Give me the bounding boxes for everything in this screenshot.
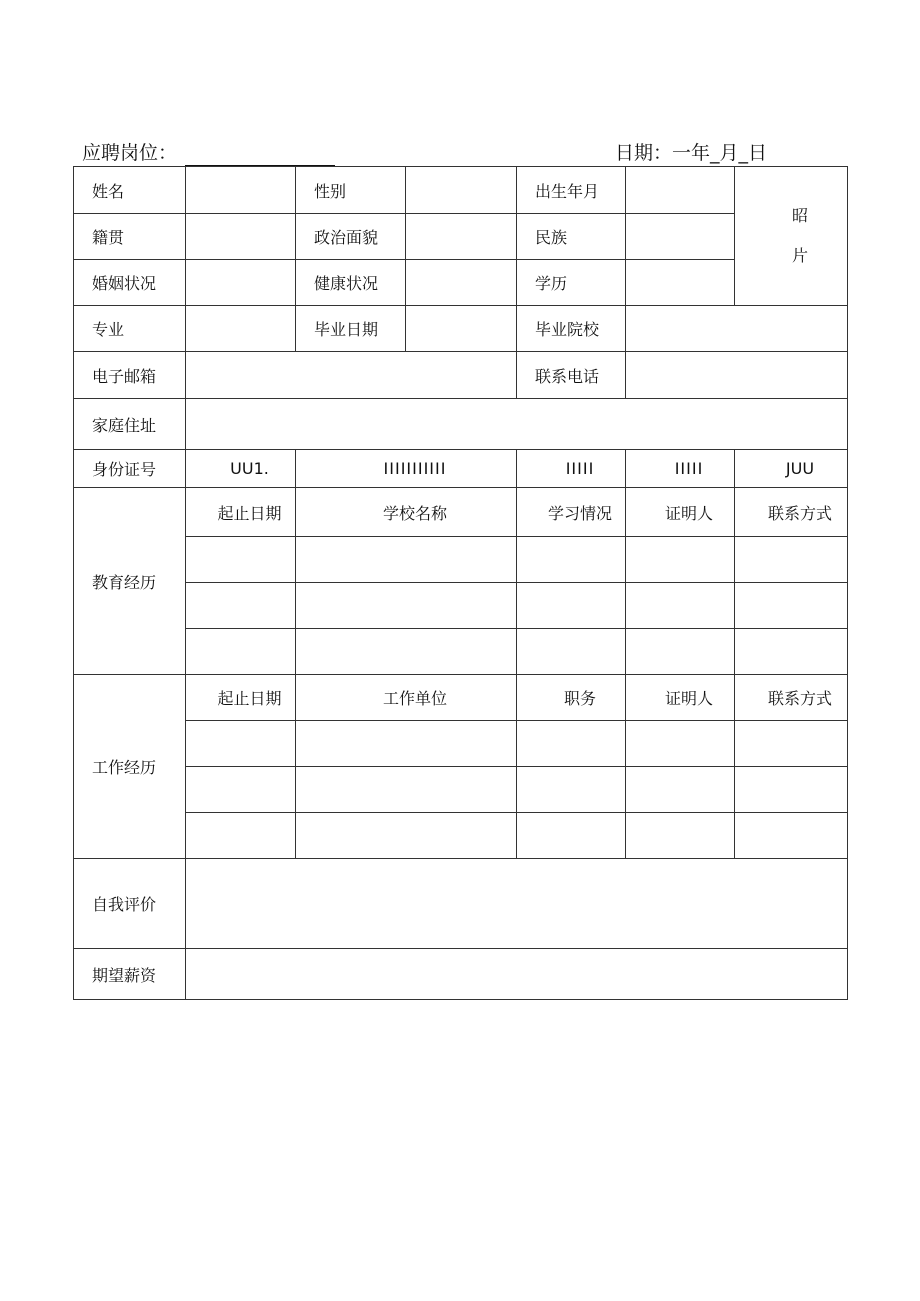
work-row-2-dates[interactable] [186,767,296,813]
edu-row-3-performance[interactable] [517,629,626,675]
id-cell-5[interactable]: JUU [735,450,848,488]
work-row-3-referee[interactable] [626,813,735,859]
phone-value[interactable] [626,352,848,399]
name-label: 姓名 [74,167,186,214]
work-row-3-position[interactable] [517,813,626,859]
expected-salary-value[interactable] [186,949,848,1000]
edu-header-contact: 联系方式 [735,488,848,537]
photo-label-line2: 片 [791,246,808,265]
birth-label: 出生年月 [517,167,626,214]
work-header-contact: 联系方式 [735,675,848,721]
edu-header-performance: 学习情况 [517,488,626,537]
self-evaluation-value[interactable] [186,859,848,949]
expected-salary-label: 期望薪资 [74,949,186,1000]
id-cell-1[interactable]: UU1. [186,450,296,488]
graduation-school-label: 毕业院校 [517,306,626,352]
education-history-label: 教育经历 [74,488,186,675]
work-row-2-employer[interactable] [296,767,517,813]
edu-row-1-performance[interactable] [517,537,626,583]
work-row-2-referee[interactable] [626,767,735,813]
name-value[interactable] [186,167,296,214]
id-cell-2[interactable]: IIIIIIIIIII [296,450,517,488]
position-label: 应聘岗位： [82,142,178,164]
application-form-table [73,166,848,1000]
edu-header-school: 学校名称 [296,488,517,537]
date-label: 日期：一年_月_日 [615,142,768,164]
work-header-dates: 起止日期 [186,675,296,721]
edu-row-2-performance[interactable] [517,583,626,629]
edu-row-3-dates[interactable] [186,629,296,675]
photo-label-line1: 昭 [791,206,808,225]
edu-row-2-contact[interactable] [735,583,848,629]
edu-row-3-referee[interactable] [626,629,735,675]
phone-label: 联系电话 [517,352,626,399]
work-row-2-contact[interactable] [735,767,848,813]
home-address-value[interactable] [186,399,848,450]
edu-header-dates: 起止日期 [186,488,296,537]
position-header [82,140,335,166]
edu-row-2-referee[interactable] [626,583,735,629]
graduation-date-value[interactable] [406,306,517,352]
education-value[interactable] [626,260,735,306]
edu-row-1-school[interactable] [296,537,517,583]
ethnicity-label: 民族 [517,214,626,260]
political-status-value[interactable] [406,214,517,260]
graduation-school-value[interactable] [626,306,848,352]
work-row-3-contact[interactable] [735,813,848,859]
work-row-1-employer[interactable] [296,721,517,767]
marital-status-value[interactable] [186,260,296,306]
id-cell-4[interactable]: IIIII [626,450,735,488]
work-row-3-dates[interactable] [186,813,296,859]
work-row-2-position[interactable] [517,767,626,813]
gender-label: 性别 [296,167,406,214]
gender-value[interactable] [406,167,517,214]
major-label: 专业 [74,306,186,352]
work-row-1-referee[interactable] [626,721,735,767]
work-header-position: 职务 [517,675,626,721]
id-number-label: 身份证号 [74,450,186,488]
ethnicity-value[interactable] [626,214,735,260]
edu-row-2-dates[interactable] [186,583,296,629]
education-label: 学历 [517,260,626,306]
edu-row-1-dates[interactable] [186,537,296,583]
edu-row-1-referee[interactable] [626,537,735,583]
email-label: 电子邮箱 [74,352,186,399]
id-cell-3[interactable]: IIIII [517,450,626,488]
work-row-1-dates[interactable] [186,721,296,767]
work-row-1-contact[interactable] [735,721,848,767]
work-row-3-employer[interactable] [296,813,517,859]
health-status-value[interactable] [406,260,517,306]
photo-cell[interactable] [735,167,848,306]
self-evaluation-label: 自我评价 [74,859,186,949]
major-value[interactable] [186,306,296,352]
position-blank-field[interactable] [185,146,335,166]
native-place-value[interactable] [186,214,296,260]
political-status-label: 政治面貌 [296,214,406,260]
edu-row-3-contact[interactable] [735,629,848,675]
birth-value[interactable] [626,167,735,214]
edu-row-3-school[interactable] [296,629,517,675]
work-history-label: 工作经历 [74,675,186,859]
email-value[interactable] [186,352,517,399]
edu-row-2-school[interactable] [296,583,517,629]
edu-row-1-contact[interactable] [735,537,848,583]
home-address-label: 家庭住址 [74,399,186,450]
work-row-1-position[interactable] [517,721,626,767]
work-header-employer: 工作单位 [296,675,517,721]
edu-header-referee: 证明人 [626,488,735,537]
graduation-date-label: 毕业日期 [296,306,406,352]
marital-status-label: 婚姻状况 [74,260,186,306]
work-header-referee: 证明人 [626,675,735,721]
health-status-label: 健康状况 [296,260,406,306]
native-place-label: 籍贯 [74,214,186,260]
